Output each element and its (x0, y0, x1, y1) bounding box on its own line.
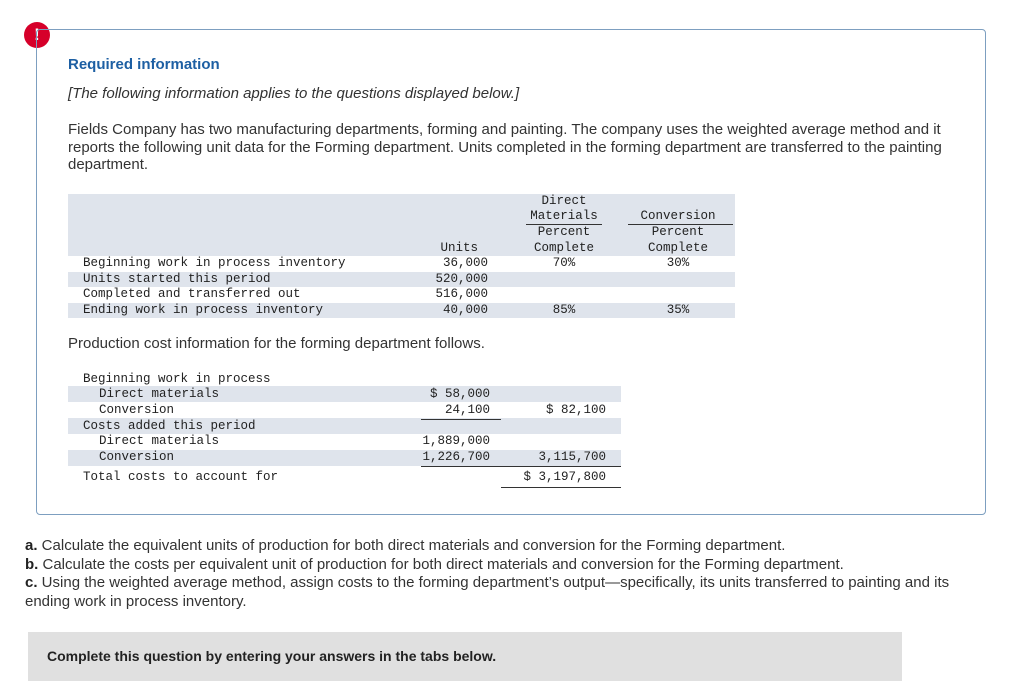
cost-col2: $ 82,100 (545, 403, 606, 417)
header-conv-2: Percent (651, 225, 705, 239)
row-dm: 70% (552, 256, 576, 270)
row-conv: 35% (666, 303, 690, 317)
row-label: Ending work in process inventory (83, 303, 324, 317)
cost-col1: 24,100 (444, 403, 490, 417)
header-dm-3: Percent (537, 225, 591, 239)
cost-row-label: Direct materials (99, 434, 220, 448)
intro-paragraph: Fields Company has two manufacturing departments, forming and painting. The company uses the weighted average method and it reports the following unit data for the Forming department. Units completed in the forming department are transferred to the painting department. (68, 121, 942, 173)
cost-row-label: Conversion (99, 403, 175, 417)
header-dm-2: Materials (530, 209, 598, 223)
cost-row-label: Direct materials (99, 387, 220, 401)
required-information-title: Required information (68, 56, 220, 73)
row-label: Completed and transferred out (83, 287, 301, 301)
cost-col2: 3,115,700 (538, 450, 606, 464)
cost-row-label: Total costs to account for (83, 470, 279, 484)
row-units: 516,000 (435, 287, 488, 301)
unit-data-table (68, 194, 735, 318)
required-information-subtitle: [The following information applies to the questions displayed below.] (68, 85, 520, 102)
row-units: 40,000 (442, 303, 488, 317)
complete-instruction-bar (28, 632, 902, 681)
cost-col1: 1,889,000 (422, 434, 490, 448)
subtotal-underline (501, 466, 621, 467)
subtotal-underline (421, 466, 501, 467)
row-units: 36,000 (442, 256, 488, 270)
header-conv-1: Conversion (640, 209, 716, 223)
header-dm-4: Complete (533, 241, 594, 255)
header-dm-1: Direct (541, 194, 587, 208)
header-units: Units (440, 241, 478, 255)
production-cost-table (68, 370, 628, 490)
question-a: a. Calculate the equivalent units of production for both direct materials and conversion for the Forming department. (25, 537, 786, 554)
header-conv-3: Complete (647, 241, 708, 255)
questions (25, 537, 995, 611)
production-cost-intro: Production cost information for the forming department follows. (68, 335, 485, 352)
row-label: Units started this period (83, 272, 271, 286)
cost-col1: 1,226,700 (422, 450, 490, 464)
cost-col1: $ 58,000 (429, 387, 490, 401)
question-b: b. Calculate the costs per equivalent unit of production for both direct materials and conversion for the Forming department. (25, 555, 844, 573)
total-underline (501, 487, 621, 488)
cost-row-label: Beginning work in process (83, 372, 271, 386)
row-dm: 85% (552, 303, 576, 317)
question-c: c. Using the weighted average method, assign costs to the forming department’s output—specifically, its units transferred to painting and its ending work in process inventory. (25, 574, 950, 610)
row-label: Beginning work in process inventory (83, 256, 346, 270)
subtotal-underline (421, 419, 501, 420)
cost-col2-total: $ 3,197,800 (523, 470, 606, 484)
complete-instruction-text: Complete this question by entering your answers in the tabs below. (47, 648, 497, 664)
row-units: 520,000 (435, 272, 488, 286)
cost-row-label: Costs added this period (83, 419, 256, 433)
cost-row-label: Conversion (99, 450, 175, 464)
alert-icon: ! (24, 22, 50, 48)
row-conv: 30% (666, 256, 690, 270)
